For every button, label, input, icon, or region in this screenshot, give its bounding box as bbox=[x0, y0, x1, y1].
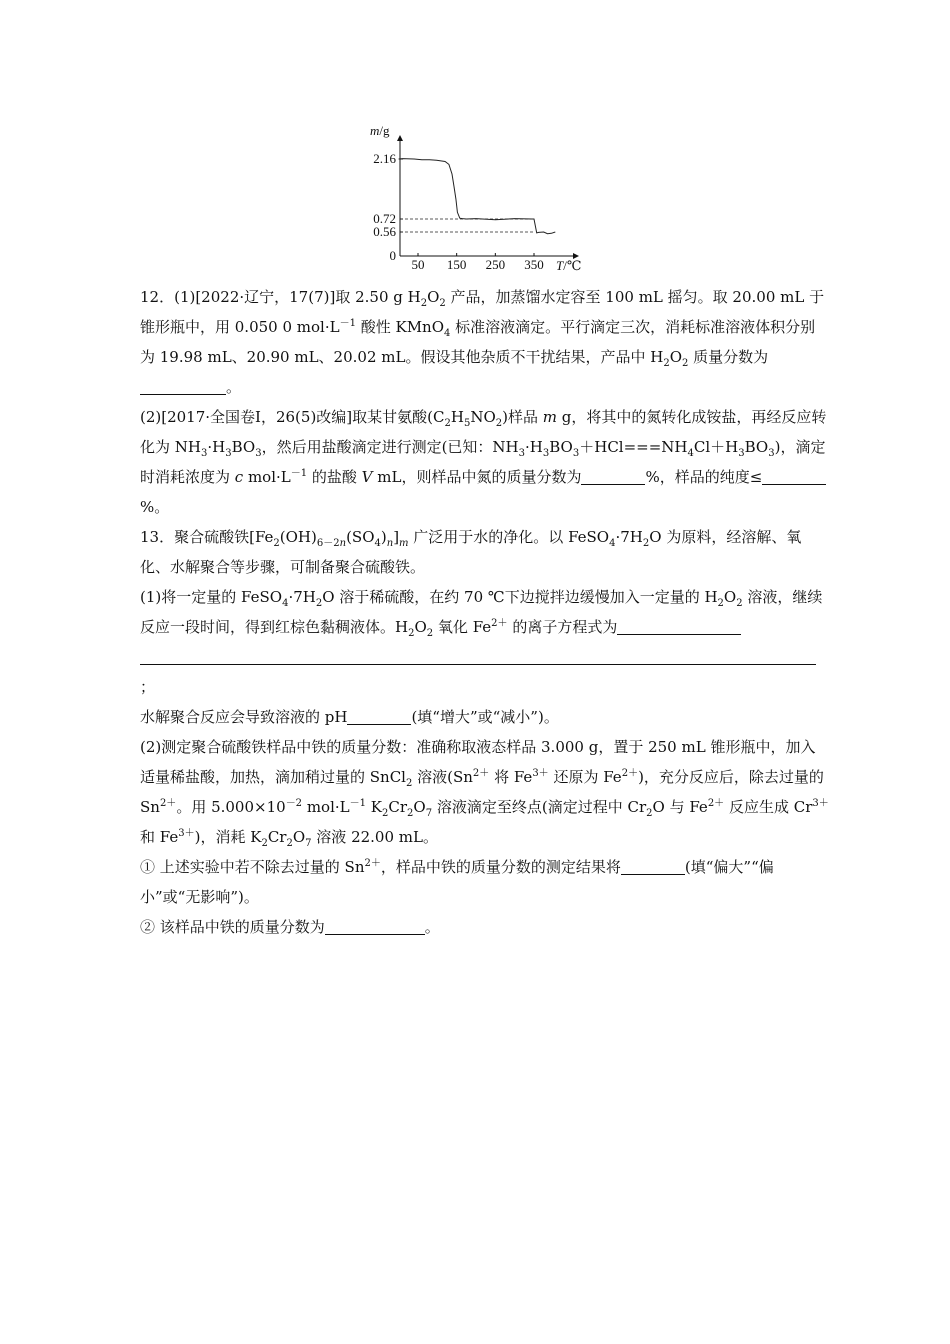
mass-temperature-figure bbox=[360, 118, 590, 278]
answer-blank[interactable] bbox=[617, 616, 741, 635]
answer-blank[interactable] bbox=[762, 466, 826, 485]
y-tick-label: 0.56 bbox=[373, 224, 396, 239]
answer-blank[interactable] bbox=[325, 916, 425, 935]
x-tick-label: 350 bbox=[524, 257, 544, 272]
mass-curve bbox=[399, 159, 556, 234]
y-axis-label: m/g bbox=[370, 123, 390, 138]
questions bbox=[140, 282, 830, 942]
answer-blank[interactable] bbox=[621, 856, 685, 875]
mass-temperature-chart bbox=[360, 118, 590, 278]
q13-part1b: 水解聚合反应会导致溶液的 pH (填“增大”或“减小”)。 bbox=[140, 708, 559, 726]
q13-intro: 13．聚合硫酸铁$[Fe_2(OH)_{6-2n}(SO_4)_n]_m$ 广泛用于水的净化。以 $FeSO_4\cdot 7H_2O$ 为原料，经溶解、氧化、水解聚合等步骤，可制备聚合硫酸铁。 bbox=[140, 528, 802, 576]
x-axis-label: T/℃ bbox=[556, 258, 582, 273]
y-tick-label: 0.72 bbox=[373, 211, 396, 226]
x-tick-label: 150 bbox=[446, 257, 467, 272]
answer-blank[interactable] bbox=[347, 706, 411, 725]
answer-blank[interactable] bbox=[140, 376, 226, 395]
q13-sub1: ① 上述实验中若不除去过量的 $Sn^{2+}$，样品中铁的质量分数的测定结果将 (填“偏大”“偏小”或“无影响”)。 bbox=[140, 858, 774, 906]
y-tick-label: 0 bbox=[389, 248, 396, 263]
y-tick-label: 2.16 bbox=[373, 151, 396, 166]
q13-sub2: ② 该样品中铁的质量分数为 。 bbox=[140, 918, 440, 936]
q13-part1: (1)将一定量的 $FeSO_4\cdot 7H_2O$ 溶于稀硫酸，在约 70 ℃下边搅拌边缓慢加入一定量的 $H_2O_2$ 溶液，继续反应一段时间，得到红棕色黏稠液体。$H_2O_2$ 氧化 $Fe^{2+}$ 的离子方程式为 ； bbox=[140, 588, 823, 696]
q13-part2: (2)测定聚合硫酸铁样品中铁的质量分数：准确称取液态样品 3.000 g，置于 250 mL 锥形瓶中，加入适量稀盐酸，加热，滴加稍过量的 SnCl$_2$ 溶液($Sn^{2+}$ 将 $Fe^{3+}$ 还原为 $Fe^{2+}$)，充分反应后，除去过量的 $Sn^{2+}$。用 $5.000\times 10^{-2}$ $mol\cdot L^{-1}$ $K_2Cr_2O_7$ 溶液滴定至终点(滴定过程中 $Cr_2O$ 与 $Fe^{2+}$ 反应生成 $Cr^{3+}$ 和 $Fe^{3+}$)，消耗 $K_2Cr_2O_7$ 溶液 22.00 mL。 bbox=[140, 738, 829, 849]
q12-part1: 12．(1)[2022·辽宁，17(7)]取 2.50 g $H_2O_2$ 产品，加蒸馏水定容至 100 mL 摇匀。取 20.00 mL 于锥形瓶中，用 0.050 0 $mol\cdot L^{-1}$ 酸性 KMnO$_4$ 标准溶液滴定。平行滴定三次，消耗标准溶液体积分别为 19.98 mL、20.90 mL、20.02 mL。假设其他杂质不干扰结果，产品中 $H_2O_2$ 质量分数为。 bbox=[140, 288, 825, 396]
q12-part2: (2)[2017·全国卷Ⅰ，26(5)改编]取某甘氨酸$(C_2H_5NO_2)$样品 m g，将其中的氮转化成铵盐，再经反应转化为 $NH_3\cdot H_3BO_3$，然后用盐酸滴定进行测定(已知：$NH_3\cdot H_3BO_3+HCl===NH_4Cl+H_3BO_3$)，滴定时消耗浓度为 c $mol\cdot L^{-1}$ 的盐酸 V mL，则样品中氮的质量分数为 %，样品的纯度≤%。 bbox=[140, 408, 827, 516]
y-tick-labels bbox=[373, 151, 403, 263]
x-tick-label: 50 bbox=[411, 257, 425, 272]
answer-blank[interactable] bbox=[581, 466, 645, 485]
x-tick-label: 250 bbox=[485, 257, 506, 272]
reference-lines bbox=[399, 159, 534, 232]
answer-line[interactable] bbox=[140, 646, 816, 665]
